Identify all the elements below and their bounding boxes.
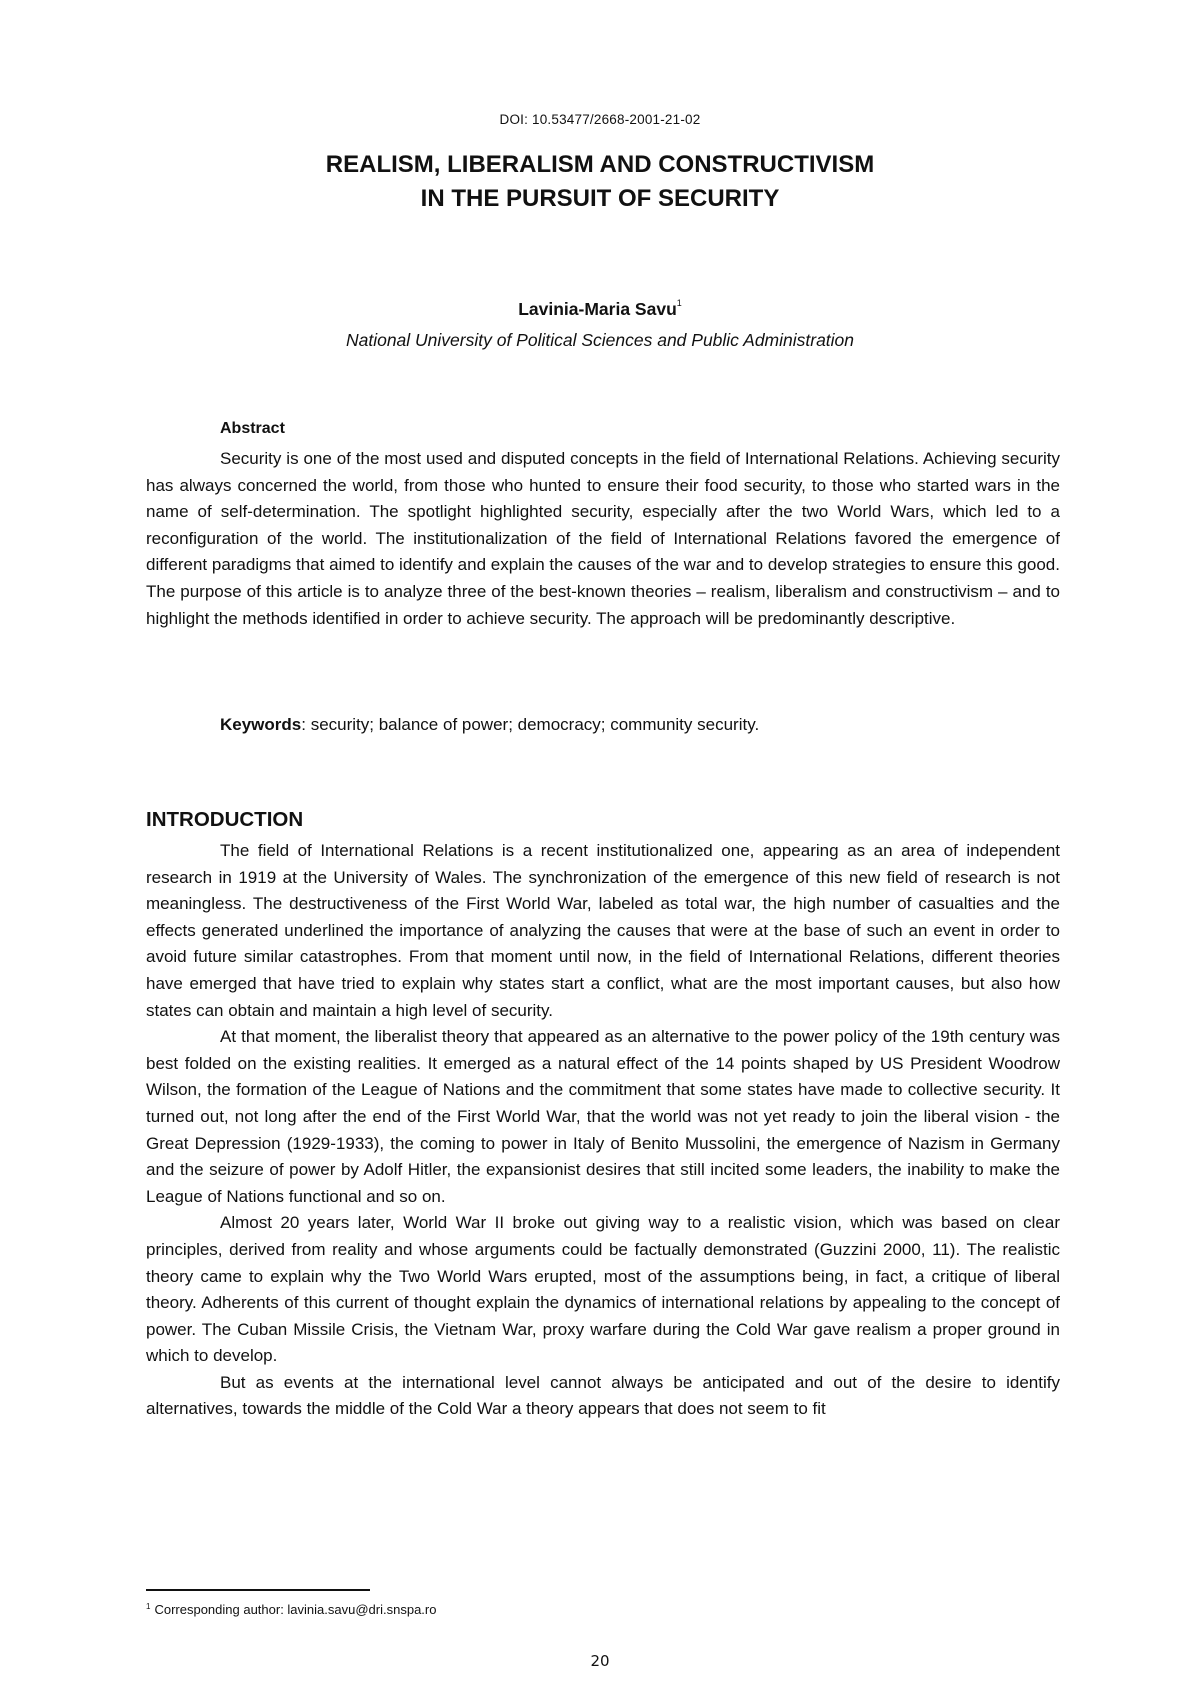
introduction-body <box>146 838 1060 1423</box>
page-number: 20 <box>590 1652 610 1670</box>
section-heading-introduction: INTRODUCTION <box>146 808 304 831</box>
paragraph: The field of International Relations is a recent institutionalized one, appearing as an area of independent research in 1919 at the University of Wales. The synchronization of the emergence of this new field of research is not meaningless. The destructiveness of the First World War, labeled as total war, the high number of casualties and the effects generated underlined the importance of analyzing the causes that were at the base of such an event in order to avoid future similar catastrophes. From that moment until now, in the field of International Relations, different theories have emerged that have tried to explain why states start a conflict, what are the most important causes, but also how states can obtain and maintain a high level of security. <box>146 841 1060 1020</box>
abstract-paragraph: Security is one of the most used and disputed concepts in the field of International Relations. Achieving security has always concerned the world, from those who hunted to ensure their food security, to those who started wars in the name of self-determination. The spotlight highlighted security, especially after the two World Wars, which led to a reconfiguration of the world. The institutionalization of the field of International Relations favored the emergence of different paradigms that aimed to identify and explain the causes of the war and to develop strategies to ensure this good. The purpose of this article is to analyze three of the best-known theories – realism, liberalism and constructivism – and to highlight the methods identified in order to achieve security. The approach will be predominantly descriptive. <box>146 449 1060 628</box>
footnote <box>146 1602 436 1617</box>
author-footnote-mark[interactable]: 1 <box>676 298 682 308</box>
abstract-heading: Abstract <box>220 420 285 437</box>
title-line-2: IN THE PURSUIT OF SECURITY <box>420 185 780 212</box>
author-name: Lavinia-Maria Savu <box>518 299 677 319</box>
title-line-1: REALISM, LIBERALISM AND CONSTRUCTIVISM <box>325 151 875 178</box>
footnote-mark: 1 <box>146 1602 151 1611</box>
author-affiliation: National University of Political Sciences and Public Administration <box>345 330 855 350</box>
paper-title <box>0 148 1200 216</box>
doi: DOI: 10.53477/2668-2001-21-02 <box>499 112 701 127</box>
paragraph: At that moment, the liberalist theory that appeared as an alternative to the power policy of the 19th century was best folded on the existing realities. It emerged as a natural effect of the 14 points shaped by US President Woodrow Wilson, the formation of the League of Nations and the commitment that some states have made to collective security. It turned out, not long after the end of the First World War, that the world was not yet ready to join the liberal vision - the Great Depression (1929-1933), the coming to power in Italy of Benito Mussolini, the emergence of Nazism in Germany and the seizure of power by Adolf Hitler, the expansionist desires that still incited some leaders, the inability to make the League of Nations functional and so on. <box>146 1027 1060 1206</box>
keywords <box>220 715 759 735</box>
footnote-divider <box>146 1589 370 1591</box>
keywords-label: Keywords <box>220 715 302 734</box>
footnote-text: Corresponding author: lavinia.savu@dri.snspa.ro <box>154 1602 437 1617</box>
keywords-text: : security; balance of power; democracy; community security. <box>301 715 760 734</box>
abstract-body <box>146 446 1060 632</box>
author <box>0 299 1200 320</box>
paragraph: Almost 20 years later, World War II broke out giving way to a realistic vision, which was based on clear principles, derived from reality and whose arguments could be factually demonstrated (Guzzini 2000, 11). The realistic theory came to explain why the Two World Wars erupted, most of the assumptions being, in fact, a critique of liberal theory. Adherents of this current of thought explain the dynamics of international relations by appealing to the concept of power. The Cuban Missile Crisis, the Vietnam War, proxy warfare during the Cold War gave realism a proper ground in which to develop. <box>146 1213 1060 1366</box>
paragraph: But as events at the international level cannot always be anticipated and out of the desire to identify alternatives, towards the middle of the Cold War a theory appears that does not seem to fit <box>146 1372 1060 1419</box>
